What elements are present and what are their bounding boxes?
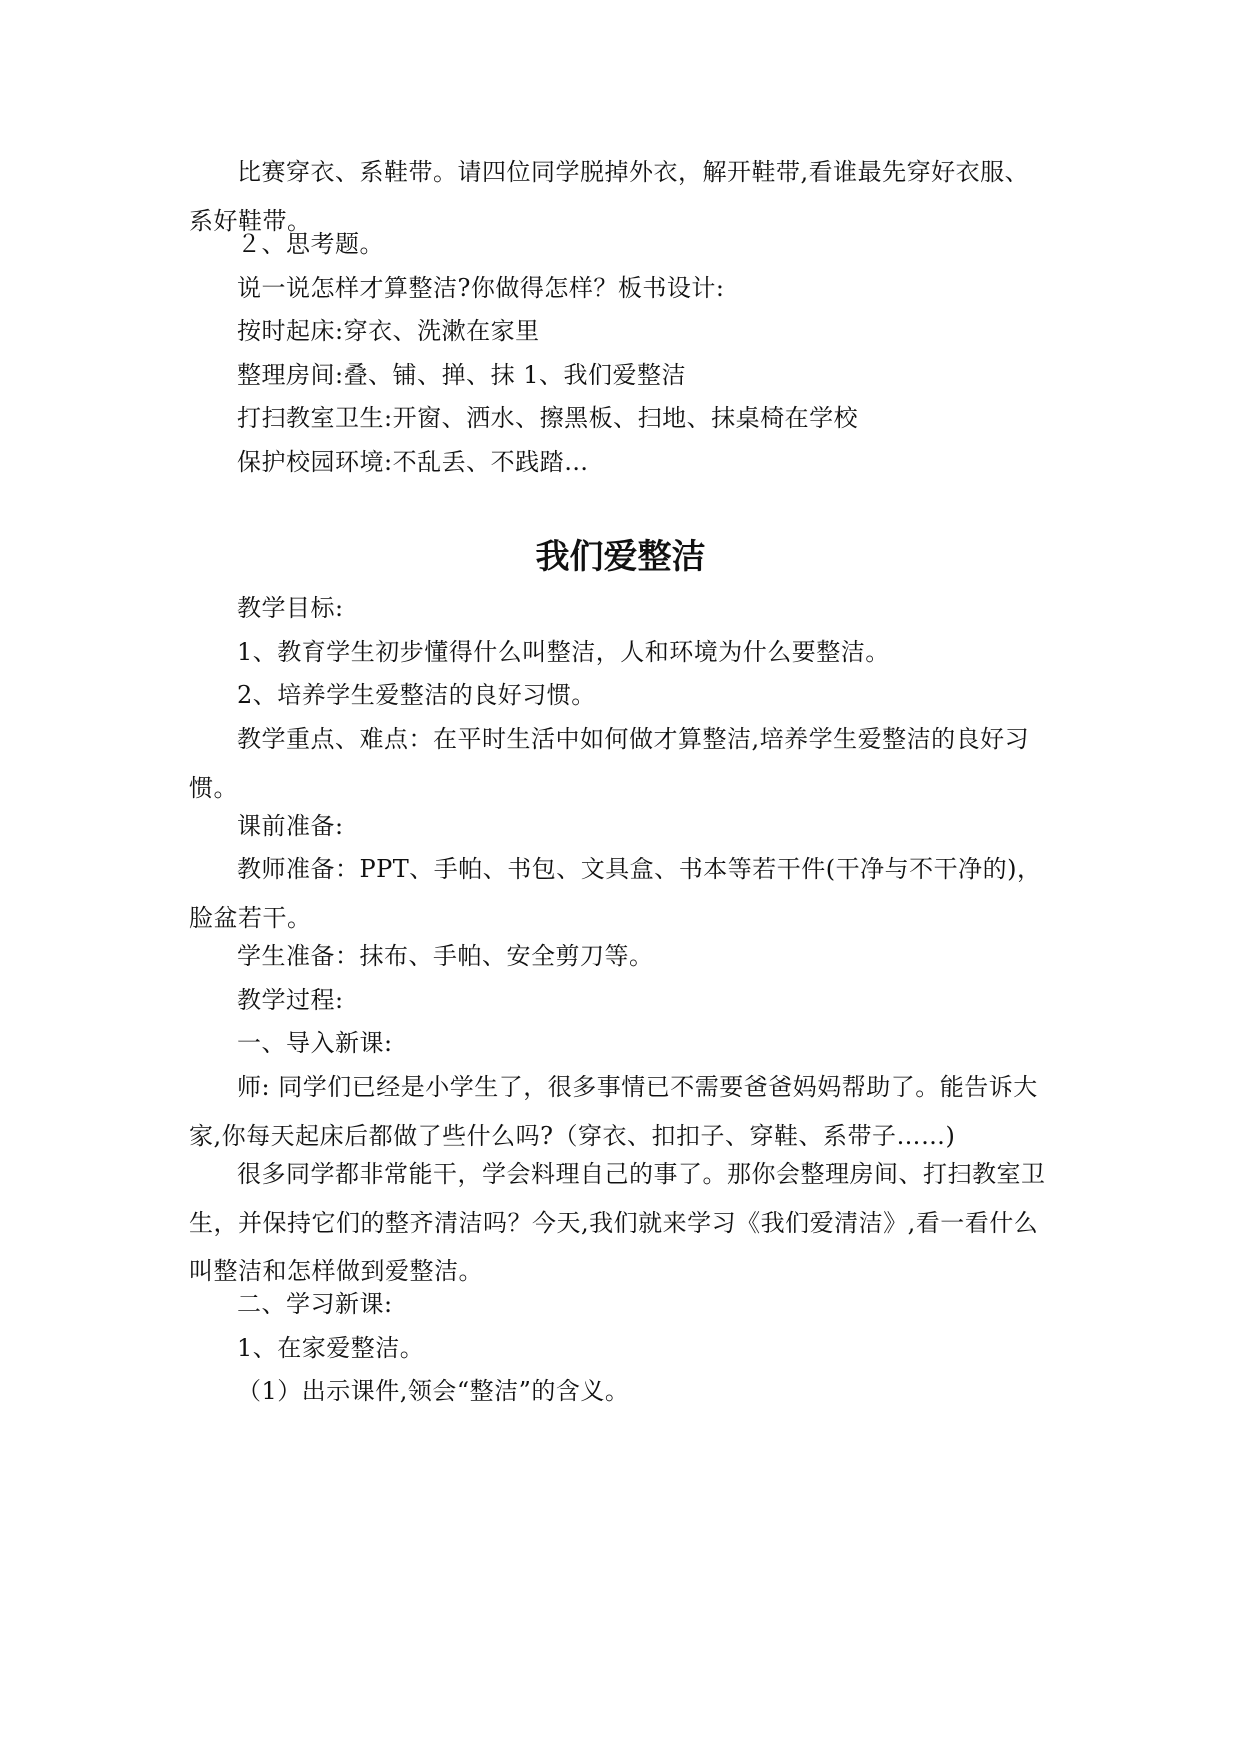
student-preparation: 学生准备：抹布、手帕、安全剪刀等。 [237,942,654,970]
intro-heading: 一、导入新课: [237,1029,393,1057]
objectives-heading: 教学目标: [237,594,344,622]
board-line-tidy-room: 整理房间:叠、铺、掸、抹 1、我们爱整洁 [237,361,686,389]
paragraph-thinking-question: ２、思考题。 [237,230,384,258]
new-lesson-heading: 二、学习新课: [237,1290,393,1318]
teacher-preparation: 教师准备：PPT、手帕、书包、文具盒、书本等若干件(干净与不干净的)，脸盆若干。 [189,855,1042,932]
intro-paragraph-1: 师: 同学们已经是小学生了，很多事情已不需要爸爸妈妈帮助了。能告诉大家,你每天起床后都做了些什么吗?（穿衣、扣扣子、穿鞋、系带子……) [189,1073,1038,1150]
section-1-item-1: （1）出示课件,领会“整洁”的含义。 [237,1377,630,1405]
intro-paragraph-2: 很多同学都非常能干，学会料理自己的事了。那你会整理房间、打扫教室卫生，并保持它们的整齐清洁吗？今天,我们就来学习《我们爱清洁》,看一看什么叫整洁和怎样做到爱整洁。 [189,1160,1046,1285]
board-line-clean-classroom: 打扫教室卫生:开窗、洒水、擦黑板、扫地、抹桌椅在学校 [237,404,859,432]
board-line-protect-campus: 保护校园环境:不乱丢、不践踏… [237,448,589,476]
paragraph-question-board-design: 说一说怎样才算整洁?你做得怎样？板书设计: [237,274,725,302]
paragraph-race-dressing: 比赛穿衣、系鞋带。请四位同学脱掉外衣，解开鞋带,看谁最先穿好衣服、系好鞋带。 [189,158,1030,235]
key-points-paragraph: 教学重点、难点：在平时生活中如何做才算整洁,培养学生爱整洁的良好习惯。 [189,725,1030,802]
lesson-title: 我们爱整洁 [535,537,706,577]
objective-item-2: 2、培养学生爱整洁的良好习惯。 [237,681,596,709]
objective-item-1: 1、教育学生初步懂得什么叫整洁，人和环境为什么要整洁。 [237,638,890,666]
section-1-heading: 1、在家爱整洁。 [237,1334,425,1362]
preparation-heading: 课前准备: [237,812,344,840]
board-line-get-up: 按时起床:穿衣、洗漱在家里 [237,317,540,345]
process-heading: 教学过程: [237,986,344,1014]
